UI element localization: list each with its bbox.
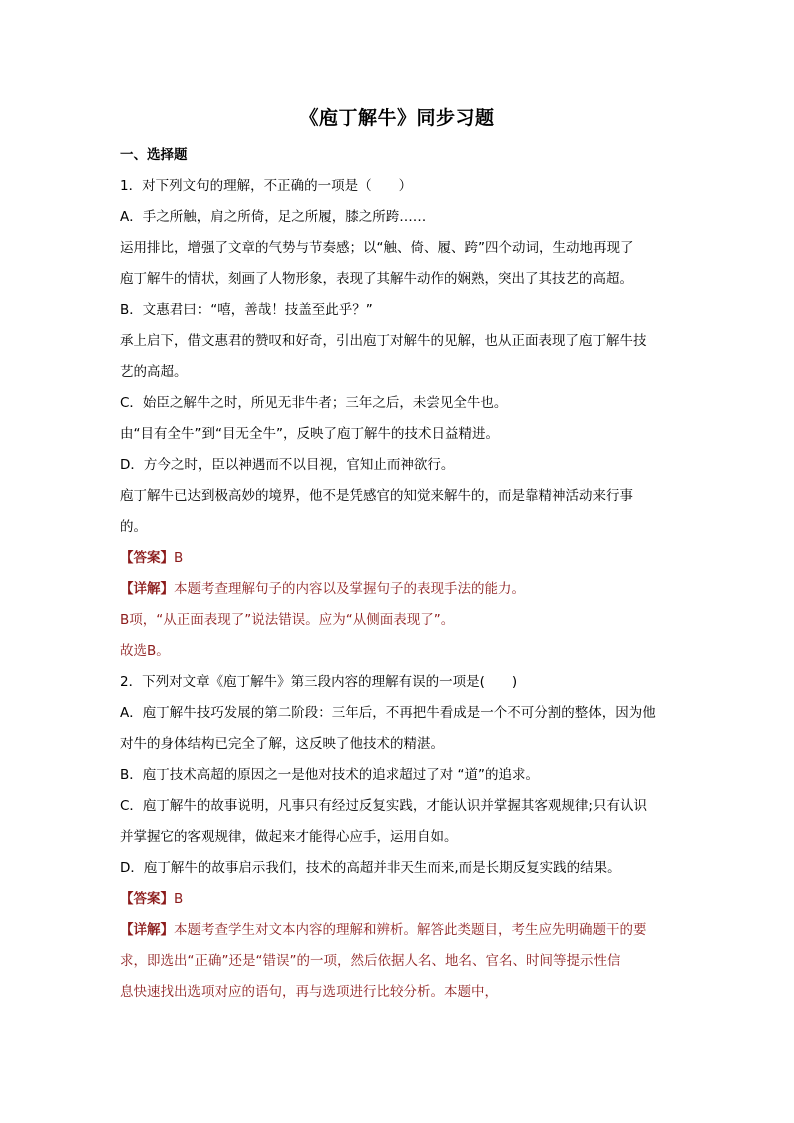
section-heading: 一、选择题: [120, 147, 188, 163]
answer-value: B: [174, 891, 184, 907]
detail-tag: 【详解】: [120, 922, 174, 938]
question-1-stem: 1．对下列文句的理解，不正确的一项是（ ）: [120, 178, 413, 194]
q1-option-d: D．方今之时，臣以神遇而不以目视，官知止而神欲行。: [120, 457, 455, 473]
detail-text: 本题考查学生对文本内容的理解和辨析。解答此类题目，考生应先明确题干的要: [174, 922, 647, 938]
answer-tag: 【答案】: [120, 550, 174, 566]
q1-conclusion: 故选B。: [120, 643, 170, 659]
q1-option-d-explanation-cont: 的。: [120, 519, 147, 535]
q1-option-b-explanation-cont: 艺的高超。: [120, 364, 188, 380]
q2-option-a: A．庖丁解牛技巧发展的第二阶段：三年后，不再把牛看成是一个不可分割的整体，因为他: [120, 705, 656, 721]
q2-detail: [120, 920, 680, 940]
q1-option-b: B．文惠君曰：“嘻，善哉！技盖至此乎？”: [120, 302, 373, 318]
q2-detail-cont-2: 息快速找出选项对应的语句，再与选项进行比较分析。本题中，: [120, 984, 498, 1000]
q2-option-d: D．庖丁解牛的故事启示我们，技术的高超并非天生而来,而是长期反复实践的结果。: [120, 860, 621, 876]
q1-option-b-explanation: 承上启下，借文惠君的赞叹和好奇，引出庖丁对解牛的见解，也从正面表现了庖丁解牛技: [120, 333, 647, 349]
detail-tag: 【详解】: [120, 581, 174, 597]
q1-option-a-explanation-cont: 庖丁解牛的情状，刻画了人物形象，表现了其解牛动作的娴熟，突出了其技艺的高超。: [120, 271, 633, 287]
q1-option-a: A．手之所触，肩之所倚，足之所履，膝之所跨……: [120, 209, 427, 225]
q2-answer: [120, 889, 680, 909]
q1-detail: [120, 579, 680, 599]
answer-value: B: [174, 550, 184, 566]
q2-option-c-cont: 并掌握它的客观规律，做起来才能得心应手，运用自如。: [120, 829, 458, 845]
detail-text: 本题考查理解句子的内容以及掌握句子的表现手法的能力。: [174, 581, 525, 597]
q1-option-c: C．始臣之解牛之时，所见无非牛者；三年之后，未尝见全牛也。: [120, 395, 508, 411]
q2-option-b: B．庖丁技术高超的原因之一是他对技术的追求超过了对 “道”的追求。: [120, 767, 540, 783]
q1-answer: [120, 548, 680, 568]
q1-option-c-explanation: 由“目有全牛”到“目无全牛”，反映了庖丁解牛的技术日益精进。: [120, 426, 499, 442]
q2-option-c: C．庖丁解牛的故事说明，凡事只有经过反复实践，才能认识并掌握其客观规律;只有认识: [120, 798, 647, 814]
q1-option-a-explanation: 运用排比，增强了文章的气势与节奏感；以“触、倚、履、跨”四个动词，生动地再现了: [120, 240, 634, 256]
question-2-stem: 2．下列对文章《庖丁解牛》第三段内容的理解有误的一项是( ): [120, 674, 518, 690]
q2-detail-cont: 求，即选出“正确”还是“错误”的一项，然后依据人名、地名、官名、时间等提示性信: [120, 953, 621, 969]
answer-tag: 【答案】: [120, 891, 174, 907]
page-title: 《庖丁解牛》同步习题: [299, 107, 495, 129]
q1-option-d-explanation: 庖丁解牛已达到极高妙的境界，他不是凭感官的知觉来解牛的，而是靠精神活动来行事: [120, 488, 633, 504]
q1-detail-cont: B项，“从正面表现了”说法错误。应为“从侧面表现了”。: [120, 612, 455, 628]
q2-option-a-cont: 对牛的身体结构已完全了解，这反映了他技术的精湛。: [120, 736, 444, 752]
